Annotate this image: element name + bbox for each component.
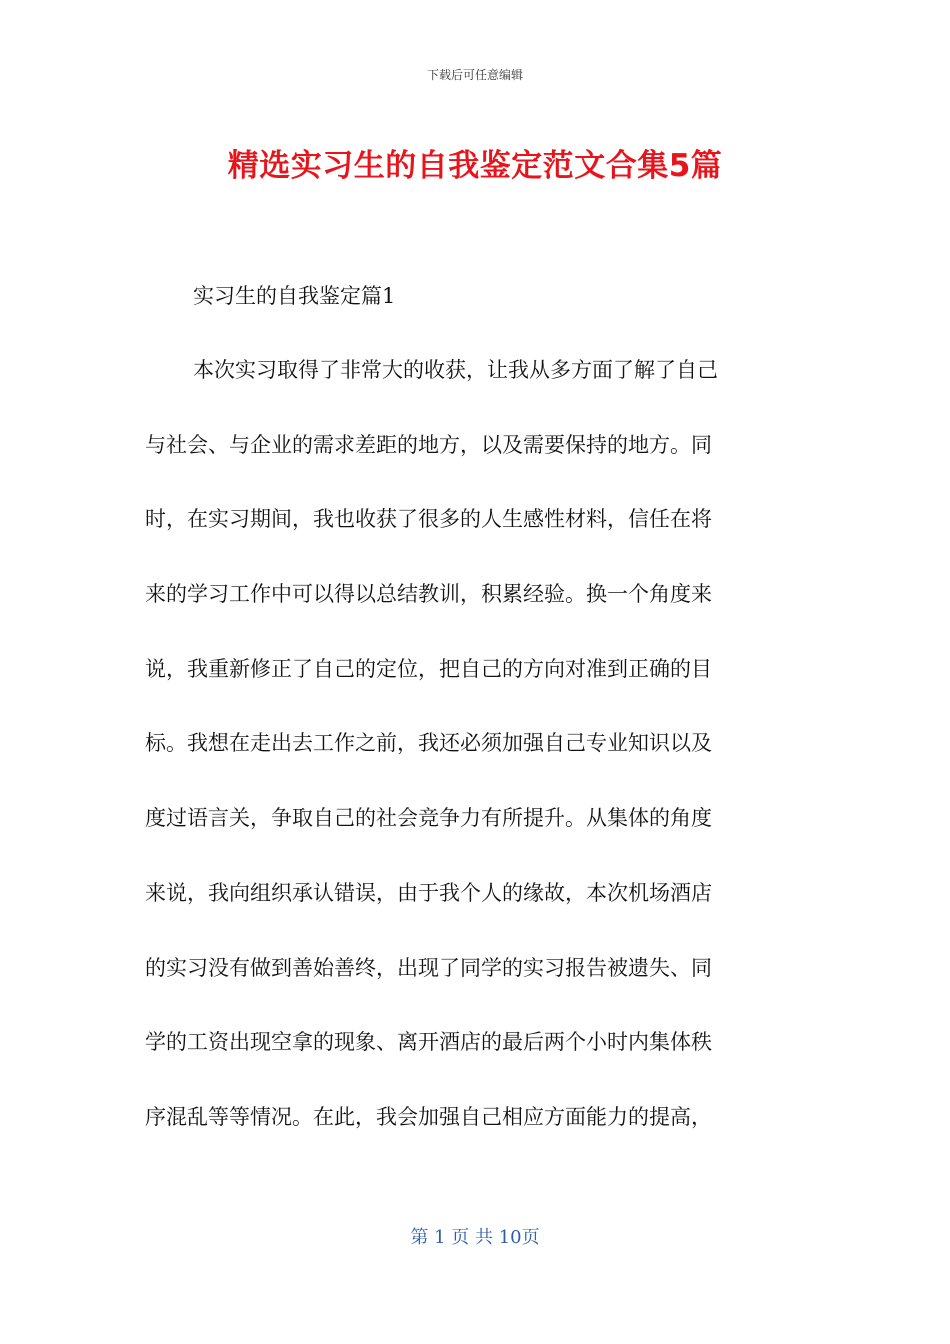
body-line-9: 的实习没有做到善始善终，出现了同学的实习报告被遗失、同 [145, 956, 712, 980]
body-line-8: 来说，我向组织承认错误，由于我个人的缘故，本次机场酒店 [145, 881, 712, 905]
body-line-7: 度过语言关，争取自己的社会竞争力有所提升。从集体的角度 [145, 806, 712, 830]
body-line-5: 说，我重新修正了自己的定位，把自己的方向对准到正确的目 [145, 657, 712, 681]
body-line-1: 本次实习取得了非常大的收获，让我从多方面了解了自己 [193, 358, 718, 382]
header-note: 下载后可任意编辑 [426, 68, 523, 82]
body-line-3: 时，在实习期间，我也收获了很多的人生感性材料，信任在将 [145, 507, 712, 531]
body-line-11: 序混乱等等情况。在此，我会加强自己相应方面能力的提高， [145, 1105, 712, 1129]
section-heading: 实习生的自我鉴定篇1 [193, 284, 396, 308]
body-line-4: 来的学习工作中可以得以总结教训，积累经验。换一个角度来 [145, 582, 712, 606]
page-footer: 第 1 页 共 10页 [410, 1227, 540, 1248]
body-line-2: 与社会、与企业的需求差距的地方，以及需要保持的地方。同 [145, 433, 712, 457]
document-title: 精选实习生的自我鉴定范文合集5篇 [227, 148, 723, 184]
body-line-6: 标。我想在走出去工作之前，我还必须加强自己专业知识以及 [145, 731, 712, 755]
body-line-10: 学的工资出现空拿的现象、离开酒店的最后两个小时内集体秩 [145, 1030, 712, 1054]
